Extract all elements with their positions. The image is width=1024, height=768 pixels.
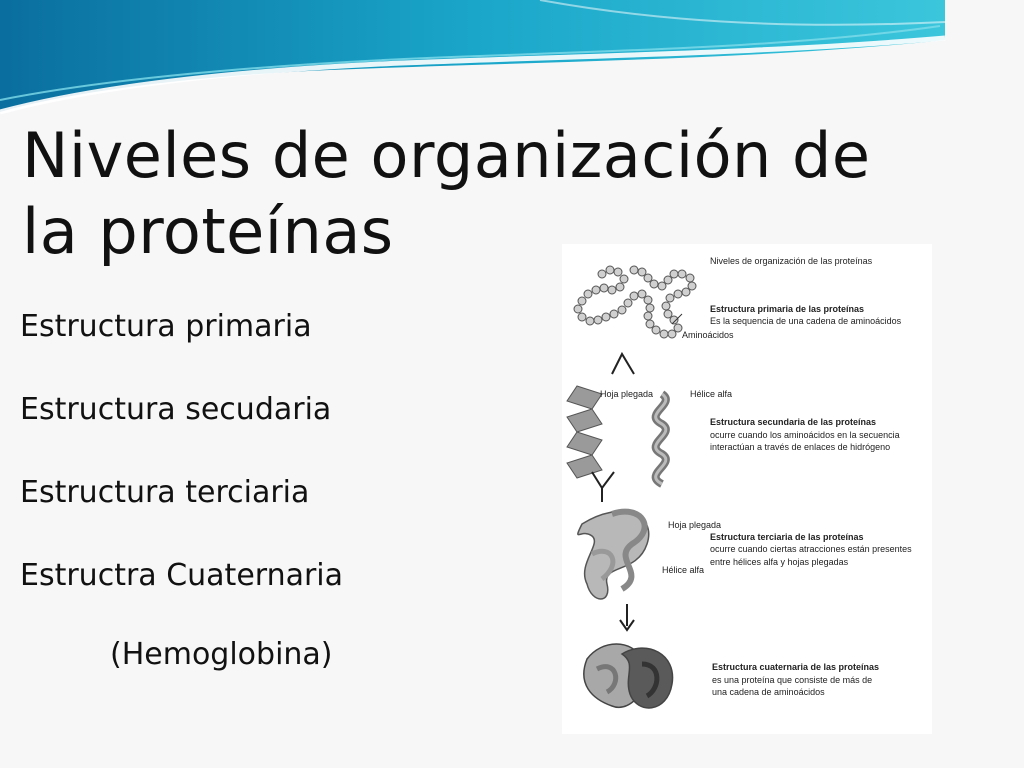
- quaternary-desc-1: es una proteína que consiste de más de: [712, 675, 873, 685]
- primary-title: Estructura primaria de las proteínas: [710, 304, 865, 314]
- header-wave-banner: [0, 0, 1024, 130]
- list-item: Estructura terciaria: [20, 475, 310, 510]
- tertiary-hoja-label: Hoja plegada: [668, 520, 722, 530]
- primary-desc: Es la sequencia de una cadena de aminoácidos: [710, 316, 902, 326]
- tertiary-desc-2: entre hélices alfa y hojas plegadas: [710, 557, 849, 567]
- hemoglobina-note: (Hemoglobina): [110, 637, 333, 672]
- tertiary-helice-label: Hélice alfa: [662, 565, 705, 575]
- figure-heading: Niveles de organización de las proteínas: [710, 256, 873, 266]
- structure-list: [20, 302, 343, 634]
- list-item: Estructura secudaria: [20, 392, 332, 427]
- slide-title: Niveles de organización de la proteínas: [22, 119, 871, 268]
- list-item: Estructura primaria: [20, 309, 312, 344]
- secondary-desc-1: ocurre cuando los aminoácidos en la secuencia: [710, 430, 900, 440]
- quaternary-desc-2: una cadena de aminoácidos: [712, 687, 825, 697]
- secondary-desc-2: interactúan a través de enlaces de hidrógeno: [710, 442, 891, 452]
- list-item: Estructra Cuaternaria: [20, 558, 344, 593]
- tertiary-title: Estructura terciaria de las proteínas: [710, 532, 864, 542]
- secondary-title: Estructura secundaria de las proteínas: [710, 417, 877, 427]
- tertiary-desc-1: ocurre cuando ciertas atracciones están presentes: [710, 544, 912, 554]
- quaternary-title: Estructura cuaternaria de las proteínas: [712, 662, 880, 672]
- aminoacidos-label: Aminoácidos: [682, 330, 734, 340]
- hoja-plegada-label: Hoja plegada: [600, 389, 654, 399]
- protein-levels-figure: [562, 244, 932, 734]
- helice-alfa-label: Hélice alfa: [690, 389, 733, 399]
